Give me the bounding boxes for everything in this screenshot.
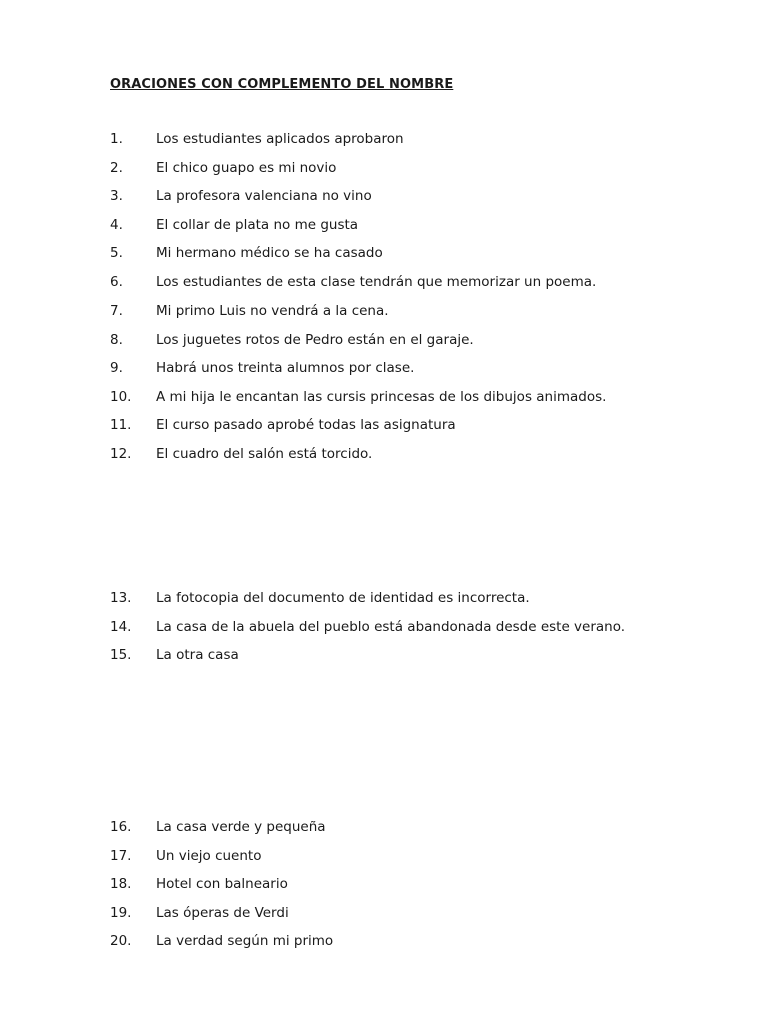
list-item (110, 243, 383, 263)
item-text: A mi hija le encantan las cursis princesas de los dibujos animados. (156, 389, 607, 405)
list-item (110, 903, 289, 923)
item-text: La profesora valenciana no vino (156, 188, 372, 204)
item-number: 11. (110, 417, 132, 433)
list-item (110, 444, 372, 464)
list-item (110, 158, 336, 178)
list-item (110, 588, 530, 608)
item-number: 6. (110, 274, 123, 290)
item-text: Hotel con balneario (156, 876, 288, 892)
item-text: La fotocopia del documento de identidad es incorrecta. (156, 590, 530, 606)
item-number: 14. (110, 619, 132, 635)
item-text: El chico guapo es mi novio (156, 160, 337, 176)
item-number: 20. (110, 933, 132, 949)
item-text: La casa verde y pequeña (156, 819, 326, 835)
list-item (110, 272, 596, 292)
list-item (110, 415, 456, 435)
item-text: El curso pasado aprobé todas las asignatura (156, 417, 456, 433)
list-item (110, 330, 474, 350)
list-item (110, 129, 404, 149)
item-text: La otra casa (156, 647, 239, 663)
item-number: 17. (110, 848, 132, 864)
item-text: Mi hermano médico se ha casado (156, 245, 383, 261)
item-number: 9. (110, 360, 123, 376)
list-item (110, 301, 389, 321)
item-number: 7. (110, 303, 123, 319)
item-number: 3. (110, 188, 123, 204)
document-title: ORACIONES CON COMPLEMENTO DEL NOMBRE (110, 77, 454, 92)
item-number: 8. (110, 332, 123, 348)
item-number: 18. (110, 876, 132, 892)
item-number: 2. (110, 160, 123, 176)
item-number: 12. (110, 446, 132, 462)
list-item (110, 387, 606, 407)
list-item (110, 186, 372, 206)
item-text: La casa de la abuela del pueblo está abandonada desde este verano. (156, 619, 626, 635)
item-text: Un viejo cuento (156, 848, 262, 864)
item-number: 10. (110, 389, 132, 405)
item-text: Los juguetes rotos de Pedro están en el garaje. (156, 332, 474, 348)
item-text: La verdad según mi primo (156, 933, 334, 949)
list-item (110, 215, 358, 235)
item-number: 19. (110, 905, 132, 921)
item-text: El cuadro del salón está torcido. (156, 446, 373, 462)
item-text: El collar de plata no me gusta (156, 217, 359, 233)
list-item (110, 617, 625, 637)
list-item (110, 846, 261, 866)
item-text: Los estudiantes de esta clase tendrán que memorizar un poema. (156, 274, 597, 290)
list-item (110, 874, 288, 894)
item-number: 4. (110, 217, 123, 233)
list-item (110, 817, 326, 837)
item-text: Los estudiantes aplicados aprobaron (156, 131, 404, 147)
item-number: 16. (110, 819, 132, 835)
item-number: 1. (110, 131, 123, 147)
item-number: 15. (110, 647, 132, 663)
item-text: Habrá unos treinta alumnos por clase. (156, 360, 415, 376)
item-text: Mi primo Luis no vendrá a la cena. (156, 303, 389, 319)
list-item (110, 358, 414, 378)
list-item (110, 645, 239, 665)
list-item (110, 931, 333, 951)
item-number: 13. (110, 590, 132, 606)
item-text: Las óperas de Verdi (156, 905, 289, 921)
item-number: 5. (110, 245, 123, 261)
